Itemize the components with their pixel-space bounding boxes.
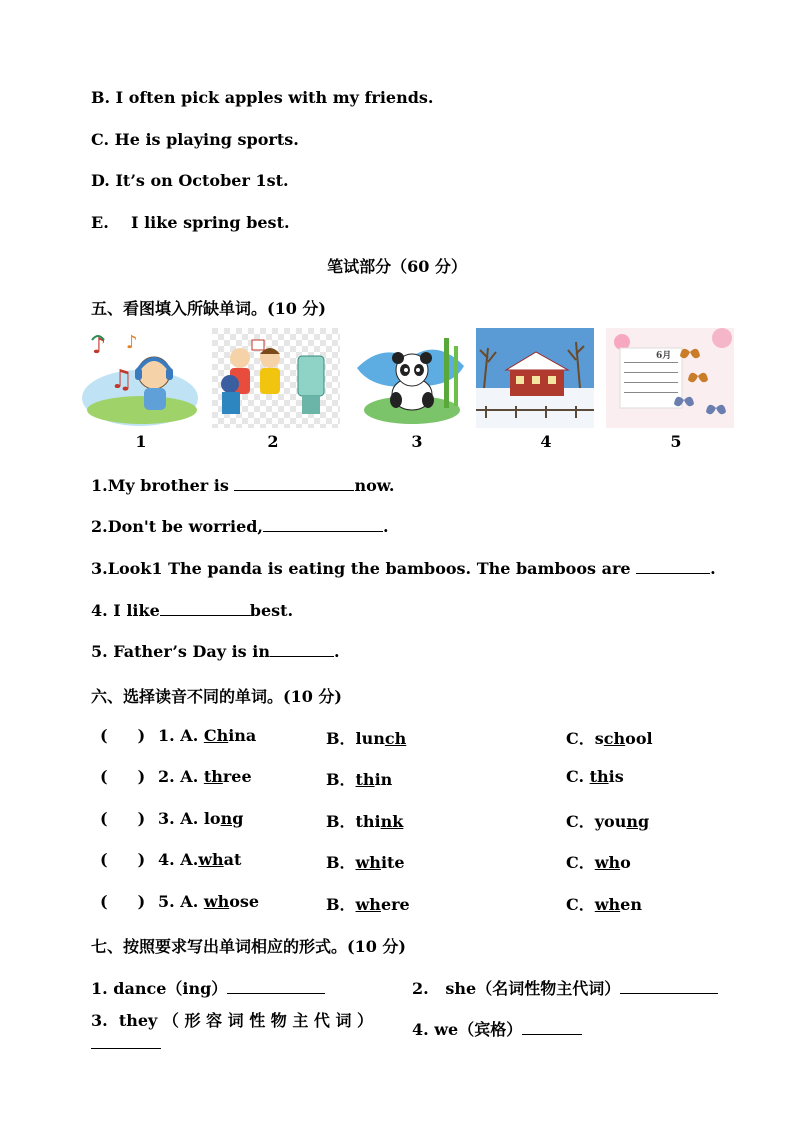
answer-c: C. He is playing sports. (91, 130, 299, 149)
picture-listening-music (82, 328, 200, 428)
picture-number-5: 5 (670, 432, 682, 451)
picture-number-2: 2 (267, 432, 279, 451)
calendar-month-label: 6月 (656, 351, 672, 361)
picture-number-3: 3 (411, 432, 423, 451)
form-question-3: 3. they （ 形 容 词 性 物 主 代 词 ） (91, 1011, 374, 1030)
fill-question-2: 2.Don't be worried, . (91, 517, 389, 536)
picture-panda-bamboo (352, 328, 470, 428)
form-question-2: 2. she（名词性物主代词） (412, 976, 718, 999)
option-b-3: B．think (326, 812, 404, 831)
answer-bracket-2 (100, 767, 145, 786)
fill-blank-3[interactable] (636, 559, 710, 574)
fill-blank-1[interactable] (234, 476, 354, 491)
fill-question-5: 5. Father’s Day is in . (91, 642, 340, 661)
fill-question-1: 1.My brother is now. (91, 476, 395, 495)
paren-open: ( (100, 809, 108, 828)
paren-open: ( (100, 767, 108, 786)
picture-june-calendar (606, 328, 734, 428)
picture-winter-house (476, 328, 594, 428)
form-blank-4[interactable] (522, 1020, 582, 1035)
option-c-5: C．when (566, 895, 642, 914)
fill-question-4: 4. I like best. (91, 601, 294, 620)
svg-text:♪: ♪ (92, 334, 107, 359)
fill-blank-4[interactable] (160, 601, 250, 616)
fill-question-3: 3.Look1 The panda is eating the bamboos. The bamboos are . (91, 559, 716, 578)
picture-number-4: 4 (540, 432, 552, 451)
form-question-1: 1. dance（ing） (91, 976, 325, 999)
paren-close: ) (137, 726, 146, 745)
section5-heading: 五、看图填入所缺单词。(10 分) (91, 299, 326, 318)
fill-blank-2[interactable] (263, 517, 383, 532)
section6-heading: 六、选择读音不同的单词。(10 分) (91, 687, 342, 706)
option-a-3: 3. A. long (158, 809, 244, 828)
option-c-3: C．young (566, 812, 650, 831)
option-b-5: B．where (326, 895, 410, 914)
form-blank-2[interactable] (620, 979, 718, 994)
answer-d: D. It’s on October 1st. (91, 171, 289, 190)
answer-bracket-1 (100, 726, 145, 745)
paren-open: ( (100, 892, 108, 911)
option-a-1: 1. A. China (158, 726, 257, 745)
paren-close: ) (137, 809, 146, 828)
option-a-5: 5. A. whose (158, 892, 260, 911)
answer-e: E. I like spring best. (91, 213, 290, 232)
section7-heading: 七、按照要求写出单词相应的形式。(10 分) (91, 937, 406, 956)
option-b-4: B．white (326, 853, 405, 872)
paren-close: ) (137, 850, 146, 869)
form-question-3-blank-line (91, 1034, 161, 1053)
picture-number-1: 1 (135, 432, 147, 451)
answer-b: B. I often pick apples with my friends. (91, 88, 434, 107)
paren-close: ) (137, 892, 146, 911)
option-b-2: B．thin (326, 770, 393, 789)
form-question-4: 4. we（宾格） (412, 1017, 582, 1040)
option-b-1: B．lunch (326, 729, 407, 748)
picture-kids-drinking (212, 328, 340, 428)
option-a-4: 4. A.what (158, 850, 242, 869)
answer-bracket-3 (100, 809, 145, 828)
paren-close: ) (137, 767, 146, 786)
svg-text:♪: ♪ (126, 332, 138, 353)
form-blank-3[interactable] (91, 1034, 161, 1049)
answer-bracket-4 (100, 850, 145, 869)
option-a-2: 2. A. three (158, 767, 252, 786)
answer-bracket-5 (100, 892, 145, 911)
paren-open: ( (100, 726, 108, 745)
form-blank-1[interactable] (227, 979, 325, 994)
svg-text:♫: ♫ (110, 365, 134, 395)
option-c-4: C．who (566, 853, 631, 872)
option-c-2: C. this (566, 767, 624, 786)
fill-blank-5[interactable] (270, 642, 334, 657)
written-section-title: 笔试部分（60 分） (327, 257, 467, 276)
paren-open: ( (100, 850, 108, 869)
option-c-1: C．school (566, 729, 653, 748)
